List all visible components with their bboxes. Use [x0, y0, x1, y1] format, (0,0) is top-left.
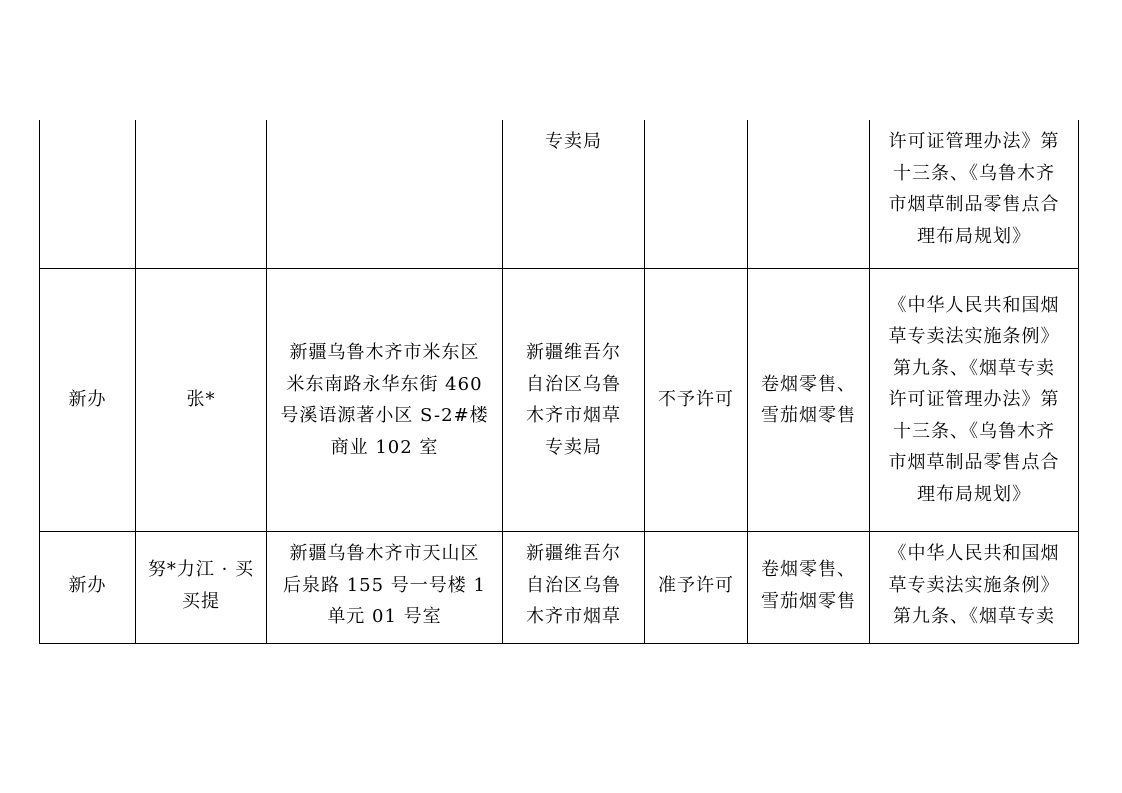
scope-line: 卷烟零售、 — [761, 373, 856, 395]
authority-line: 专卖局 — [545, 131, 602, 152]
basis-line: 第九条、《烟草专卖 — [893, 357, 1055, 379]
table-row — [40, 532, 1079, 644]
address-cell — [267, 532, 503, 644]
basis-cell — [870, 120, 1079, 269]
authority-line: 新疆维吾尔 — [526, 342, 621, 363]
basis-line: 《中华人民共和国烟 — [888, 294, 1060, 316]
basis-line: 许可证管理办法》第 — [888, 389, 1060, 411]
scope-line: 雪茄烟零售 — [761, 590, 856, 612]
type-text: 新办 — [68, 389, 107, 411]
basis-line: 十三条、《乌鲁木齐 — [893, 162, 1055, 184]
scope-cell — [748, 532, 870, 644]
name-line: 买提 — [182, 590, 220, 612]
name-cell — [136, 120, 267, 269]
name-line: 努*力江 · 买 — [147, 559, 255, 580]
name-line: 张* — [186, 389, 216, 411]
license-decision-table — [39, 120, 1079, 644]
address-line: 商业 102 室 — [330, 436, 439, 458]
address-line: 新疆乌鲁木齐市米东区 — [289, 342, 480, 363]
basis-cell — [870, 269, 1079, 532]
basis-line: 理布局规划》 — [917, 483, 1031, 505]
address-cell — [267, 120, 503, 269]
scope-cell — [748, 120, 870, 269]
address-line: 后泉路 155 号一号楼 1 — [283, 574, 486, 596]
basis-line: 第九条、《烟草专卖 — [893, 606, 1055, 627]
decision-text: 不予许可 — [658, 389, 734, 411]
scope-cell — [748, 269, 870, 532]
authority-cell — [503, 532, 645, 644]
basis-line: 市烟草制品零售点合 — [888, 194, 1060, 215]
basis-line: 草专卖法实施条例》 — [888, 574, 1060, 596]
type-text: 新办 — [68, 575, 107, 596]
basis-line: 理布局规划》 — [917, 225, 1031, 247]
decision-cell — [645, 532, 748, 644]
basis-line: 十三条、《乌鲁木齐 — [893, 420, 1055, 442]
decision-cell — [645, 269, 748, 532]
name-cell — [136, 532, 267, 644]
table-row — [40, 269, 1079, 532]
decision-cell — [645, 120, 748, 269]
basis-line: 许可证管理办法》第 — [888, 131, 1060, 152]
address-cell — [267, 269, 503, 532]
basis-cell — [870, 532, 1079, 644]
type-cell — [40, 120, 136, 269]
address-line: 米东南路永华东街 460 — [286, 373, 483, 395]
basis-line: 市烟草制品零售点合 — [888, 452, 1060, 474]
basis-line: 草专卖法实施条例》 — [888, 326, 1060, 348]
authority-line: 木齐市烟草 — [526, 606, 621, 627]
type-cell — [40, 532, 136, 644]
authority-line: 自治区乌鲁 — [526, 373, 621, 395]
authority-cell — [503, 120, 645, 269]
address-line: 新疆乌鲁木齐市天山区 — [289, 543, 480, 564]
decision-text: 准予许可 — [658, 575, 734, 596]
scope-line: 雪茄烟零售 — [761, 405, 856, 426]
authority-line: 新疆维吾尔 — [526, 543, 621, 564]
authority-line: 专卖局 — [545, 436, 602, 458]
table-row — [40, 120, 1079, 269]
address-line: 单元 01 号室 — [327, 606, 442, 627]
basis-line: 《中华人民共和国烟 — [888, 543, 1060, 564]
scope-line: 卷烟零售、 — [761, 559, 856, 580]
address-line: 号溪语源著小区 S-2#楼 — [280, 405, 489, 426]
authority-line: 自治区乌鲁 — [526, 574, 621, 596]
type-cell — [40, 269, 136, 532]
name-cell — [136, 269, 267, 532]
authority-cell — [503, 269, 645, 532]
authority-line: 木齐市烟草 — [526, 405, 621, 426]
